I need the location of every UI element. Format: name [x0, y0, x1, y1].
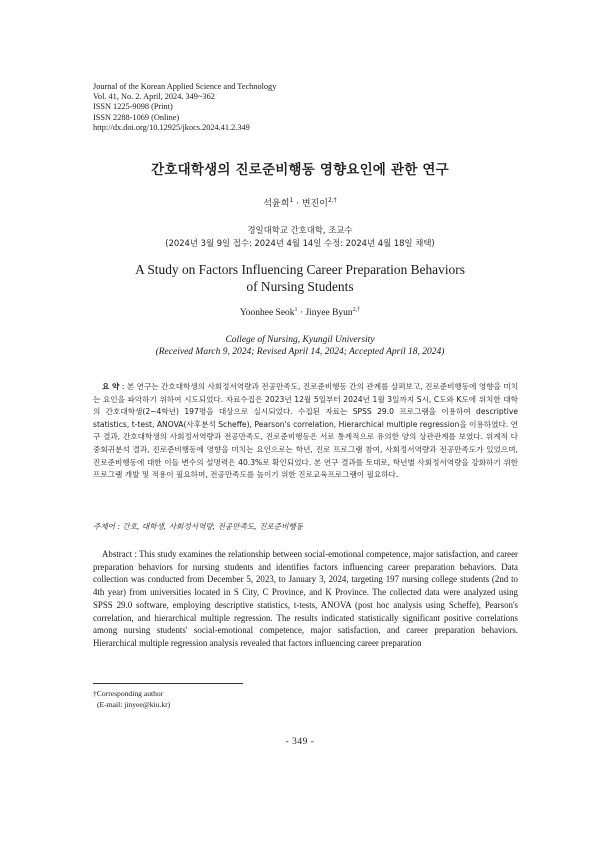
- korean-institution: 경일대학교 간호대학, 조교수: [247, 225, 353, 235]
- author-separator: ·: [293, 199, 302, 209]
- page-number: - 349 -: [285, 737, 315, 747]
- korean-author-1-affiliation-mark: 1: [289, 197, 294, 204]
- corresponding-author-note: †Corresponding author: [93, 689, 164, 698]
- english-author-2: Jinyee Byun: [305, 308, 353, 318]
- korean-keywords: 주제어 : 간호, 대학생, 사회정서역량, 전공만족도, 진로준비행동: [93, 522, 304, 531]
- author-separator: ·: [297, 308, 306, 318]
- english-institution: College of Nursing, Kyungil University: [225, 335, 375, 345]
- corresponding-author-email: (E-mail: jinyee@kiu.kr): [97, 700, 171, 709]
- korean-abstract-text: : 본 연구는 간호대학생의 사회정서역량과 전공만족도, 진로준비행동 간의 관계를 살펴보고, 진로준비행동에 영향을 미치는 요인을 파악하기 위하여 시도되었다. 자료수집은 2023년 12월 5일부터 2024년 1월 3일까지 S시, C도와 K도에 위치한 대학의 간호대학생(2~4학년) 197명을 대상으로 실시되었다. 수집된 자료는 SPSS 29.0 프로그램을 이용하여 descriptive statistics, t-test, ANOVA(사후분석 Scheffe), Pearson's correlation, Hierarchical multiple regression을 이용하였다. 연구 결과, 간호대학생의 사회정서역량과 전공만족도, 진로준비행동은 서로 통계적으로 유의한 양의 상관관계를 보였다. 위계적 다중회귀분석 결과, 진로준비행동에 영향을 미치는 요인으로는 학년, 진로 프로그램 참여, 사회정서역량과 전공만족도가 있었으며, 진로준비행동에 대한 이들 변수의 설명력은 40.3%로 확인되었다. 본 연구 결과를 토대로, 학년별 사회정서역량을 강화하기 위한 프로그램 개발 및 적용이 필요하며, 전공만족도를 높이기 위한 진로교육프로그램이 필요하다.: [93, 382, 518, 480]
- korean-abstract: [93, 381, 518, 482]
- korean-abstract-label: 요 약: [102, 382, 120, 391]
- english-title-line-2: of Nursing Students: [246, 279, 354, 294]
- english-title: [0, 261, 600, 295]
- korean-title: 간호대학생의 진로준비행동 영향요인에 관한 연구: [151, 162, 449, 178]
- korean-dates: (2024년 3월 9일 접수: 2024년 4월 14일 수정: 2024년 4월 18일 채택): [165, 238, 435, 248]
- journal-name: Journal of the Korean Applied Science and Technology: [93, 82, 277, 91]
- journal-volume: Vol. 41, No. 2. April, 2024. 349~362: [93, 92, 215, 102]
- journal-issn-online: ISSN 2288-1069 (Online): [93, 112, 180, 122]
- english-author-1: Yoonhee Seok: [239, 308, 295, 318]
- english-authors: [0, 308, 600, 318]
- footnote: [93, 688, 393, 710]
- english-author-1-affiliation-mark: 1: [294, 306, 298, 313]
- english-author-2-affiliation-mark: 2,†: [352, 306, 361, 313]
- korean-author-1: 석윤희: [263, 199, 290, 209]
- english-dates: (Received March 9, 2024; Revised April 14, 2024; Accepted April 18, 2024): [155, 347, 445, 357]
- journal-issn-print: ISSN 1225-9098 (Print): [93, 102, 173, 112]
- journal-header: [93, 82, 513, 133]
- korean-author-2: 변진이: [301, 199, 328, 209]
- english-abstract: Abstract : This study examines the relationship between social-emotional competence, major satisfaction, and career preparation behaviors for nursing students and identifies factors influencing career preparation behaviors. Data collection was conducted from December 5, 2023, to January 3, 2024, targeting 197 nursing college students (2nd to 4th year) from universities located in S City, C Province, and K Province. The collected data were analyzed using SPSS 29.0 software, employing descriptive statistics, t-tests, ANOVA (post hoc analysis using Scheffe), Pearson's correlation, and hierarchical multiple regression. The results indicated statistically significant positive correlations among nursing students' social-emotional competence, major satisfaction, and career preparation behaviors. Hierarchical multiple regression analysis revealed that factors influencing career preparation: [93, 549, 518, 648]
- journal-doi-link[interactable]: http://dx.doi.org/10.12925/jkocs.2024.41.2.349: [93, 122, 250, 132]
- korean-authors: [0, 196, 600, 209]
- korean-affiliation: [0, 224, 600, 250]
- english-affiliation: [0, 334, 600, 358]
- footnote-divider: [93, 683, 243, 684]
- english-title-line-1: A Study on Factors Influencing Career Preparation Behaviors: [135, 262, 465, 277]
- korean-author-2-affiliation-mark: 2,†: [327, 197, 337, 204]
